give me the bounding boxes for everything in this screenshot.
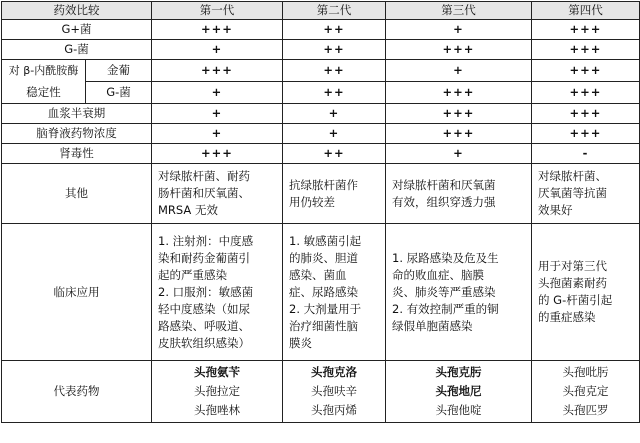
cell-value: - (532, 144, 640, 164)
row-label: 血浆半衰期 (2, 104, 152, 124)
text-line: 症、尿路感染 (289, 284, 358, 299)
cell-value: +++ (152, 144, 283, 164)
drug-name: 头孢丙烯 (311, 403, 357, 417)
cell-value: ++ (283, 82, 386, 104)
text-line: 的 G-杆菌引起 (538, 293, 613, 307)
header-gen2: 第二代 (283, 2, 386, 20)
text-line: 对绿脓杆菌、 (538, 169, 607, 183)
cell-value: + (152, 82, 283, 104)
drug-name: 头孢克定 (562, 384, 609, 398)
cell-value: + (283, 124, 386, 144)
row-csf (2, 124, 640, 144)
row-drugs (2, 361, 640, 423)
drug-name: 头孢呋辛 (311, 384, 357, 398)
text-line: 用于对第三代 (538, 259, 607, 273)
cell-value: + (386, 144, 532, 164)
row-gneg (2, 40, 640, 60)
text-line: 抗绿脓杆菌作 (289, 177, 358, 192)
text-line: 对绿脓杆菌和厌氧菌 (392, 177, 496, 192)
row-label: 临床应用 (2, 224, 152, 361)
cell-value: + (283, 104, 386, 124)
drug-name: 头孢氨苄 (194, 365, 240, 379)
row-gpos (2, 20, 640, 40)
text-line: 肠杆菌和厌氧菌、 (158, 186, 250, 200)
row-sublabel: 金葡 (86, 60, 152, 82)
row-sublabel: G-菌 (86, 82, 152, 104)
cell-value: +++ (532, 124, 640, 144)
text-line: 膜炎 (289, 335, 312, 350)
text-line: 感染、菌血 (289, 267, 347, 282)
other-gen2 (283, 164, 386, 224)
drugs-gen4 (532, 361, 640, 423)
cell-value: + (152, 104, 283, 124)
text-line: 厌氧菌等抗菌 (538, 186, 607, 200)
text-line: 的肺炎、胆道 (289, 250, 358, 265)
cell-value: + (386, 20, 532, 40)
row-label-bottom: 稳定性 (2, 82, 86, 104)
other-gen1 (152, 164, 283, 224)
clinical-gen4 (532, 224, 640, 361)
text-line: 绿假单胞菌感染 (392, 318, 473, 333)
row-halflife (2, 104, 640, 124)
drug-name: 头孢地尼 (435, 384, 482, 398)
comparison-table-wrapper (1, 1, 639, 441)
cell-value: +++ (386, 124, 532, 144)
row-label: G+菌 (2, 20, 152, 40)
header-gen4: 第四代 (532, 2, 640, 20)
header-efficacy: 药效比较 (2, 2, 152, 20)
drug-name: 头孢唑林 (194, 403, 240, 417)
drugs-gen2 (283, 361, 386, 423)
header-gen1: 第一代 (152, 2, 283, 20)
cell-value: + (386, 60, 532, 82)
row-betalactamase-gneg (2, 82, 640, 104)
text-line: 效果好 (538, 203, 573, 217)
clinical-gen3 (386, 224, 532, 361)
text-line: 有效，组织穿透力强 (392, 194, 496, 209)
cell-value: ++ (283, 144, 386, 164)
row-label: 脑脊液药物浓度 (2, 124, 152, 144)
cell-value: +++ (532, 104, 640, 124)
header-gen3: 第三代 (386, 2, 532, 20)
row-betalactamase-staph (2, 60, 640, 82)
text-line: 1. 尿路感染及危及生 (392, 250, 499, 265)
cell-value: +++ (532, 82, 640, 104)
text-line: 治疗细菌性脑 (289, 318, 358, 333)
header-row (2, 2, 640, 20)
other-gen3 (386, 164, 532, 224)
row-renal (2, 144, 640, 164)
cell-value: ++ (283, 60, 386, 82)
drug-name: 头孢克肟 (435, 365, 482, 379)
cell-value: +++ (386, 40, 532, 60)
row-other (2, 164, 640, 224)
cell-value: +++ (532, 40, 640, 60)
text-line: 路感染、呼吸道、 (158, 318, 250, 333)
text-line: 2. 口服剂：敏感菌 (158, 284, 254, 299)
row-clinical (2, 224, 640, 361)
row-label: 其他 (2, 164, 152, 224)
text-line: 轻中度感染（如尿 (158, 301, 250, 316)
row-label-top: 对 β-内酰胺酶 (2, 60, 86, 82)
text-line: 用仍较差 (289, 194, 335, 209)
drug-name: 头孢匹罗 (562, 403, 609, 417)
cephalosporin-comparison-table (1, 1, 640, 423)
drug-name: 头孢克洛 (311, 365, 357, 379)
cell-value: + (152, 40, 283, 60)
drug-name: 头孢他啶 (435, 403, 482, 417)
cell-value: +++ (532, 60, 640, 82)
drugs-gen3 (386, 361, 532, 423)
cell-value: +++ (386, 82, 532, 104)
cell-value: +++ (532, 20, 640, 40)
drugs-gen1 (152, 361, 283, 423)
text-line: 命的败血症、脑膜 (392, 267, 484, 282)
text-line: 1. 敏感菌引起 (289, 233, 362, 248)
text-line: 对绿脓杆菌、耐药 (158, 169, 250, 183)
text-line: 炎、肺炎等严重感染 (392, 284, 496, 299)
text-line: 1. 注射剂：中度感 (158, 233, 254, 248)
cell-value: +++ (152, 60, 283, 82)
text-line: 2. 大剂量用于 (289, 301, 362, 316)
cell-value: +++ (152, 20, 283, 40)
row-label: 代表药物 (2, 361, 152, 423)
text-line: MRSA 无效 (158, 203, 218, 217)
other-gen4 (532, 164, 640, 224)
cell-value: ++ (283, 40, 386, 60)
row-label: 肾毒性 (2, 144, 152, 164)
text-line: 的重症感染 (538, 310, 596, 324)
text-line: 皮肤软组织感染） (158, 335, 250, 350)
text-line: 2. 有效控制严重的铜 (392, 301, 499, 316)
cell-value: +++ (386, 104, 532, 124)
cell-value: + (152, 124, 283, 144)
text-line: 头孢菌素耐药 (538, 276, 607, 290)
row-label: G-菌 (2, 40, 152, 60)
clinical-gen1 (152, 224, 283, 361)
cell-value: ++ (283, 20, 386, 40)
clinical-gen2 (283, 224, 386, 361)
drug-name: 头孢拉定 (194, 384, 240, 398)
text-line: 起的严重感染 (158, 267, 227, 282)
text-line: 染和耐药金葡菌引 (158, 250, 250, 265)
drug-name: 头孢吡肟 (562, 365, 609, 379)
